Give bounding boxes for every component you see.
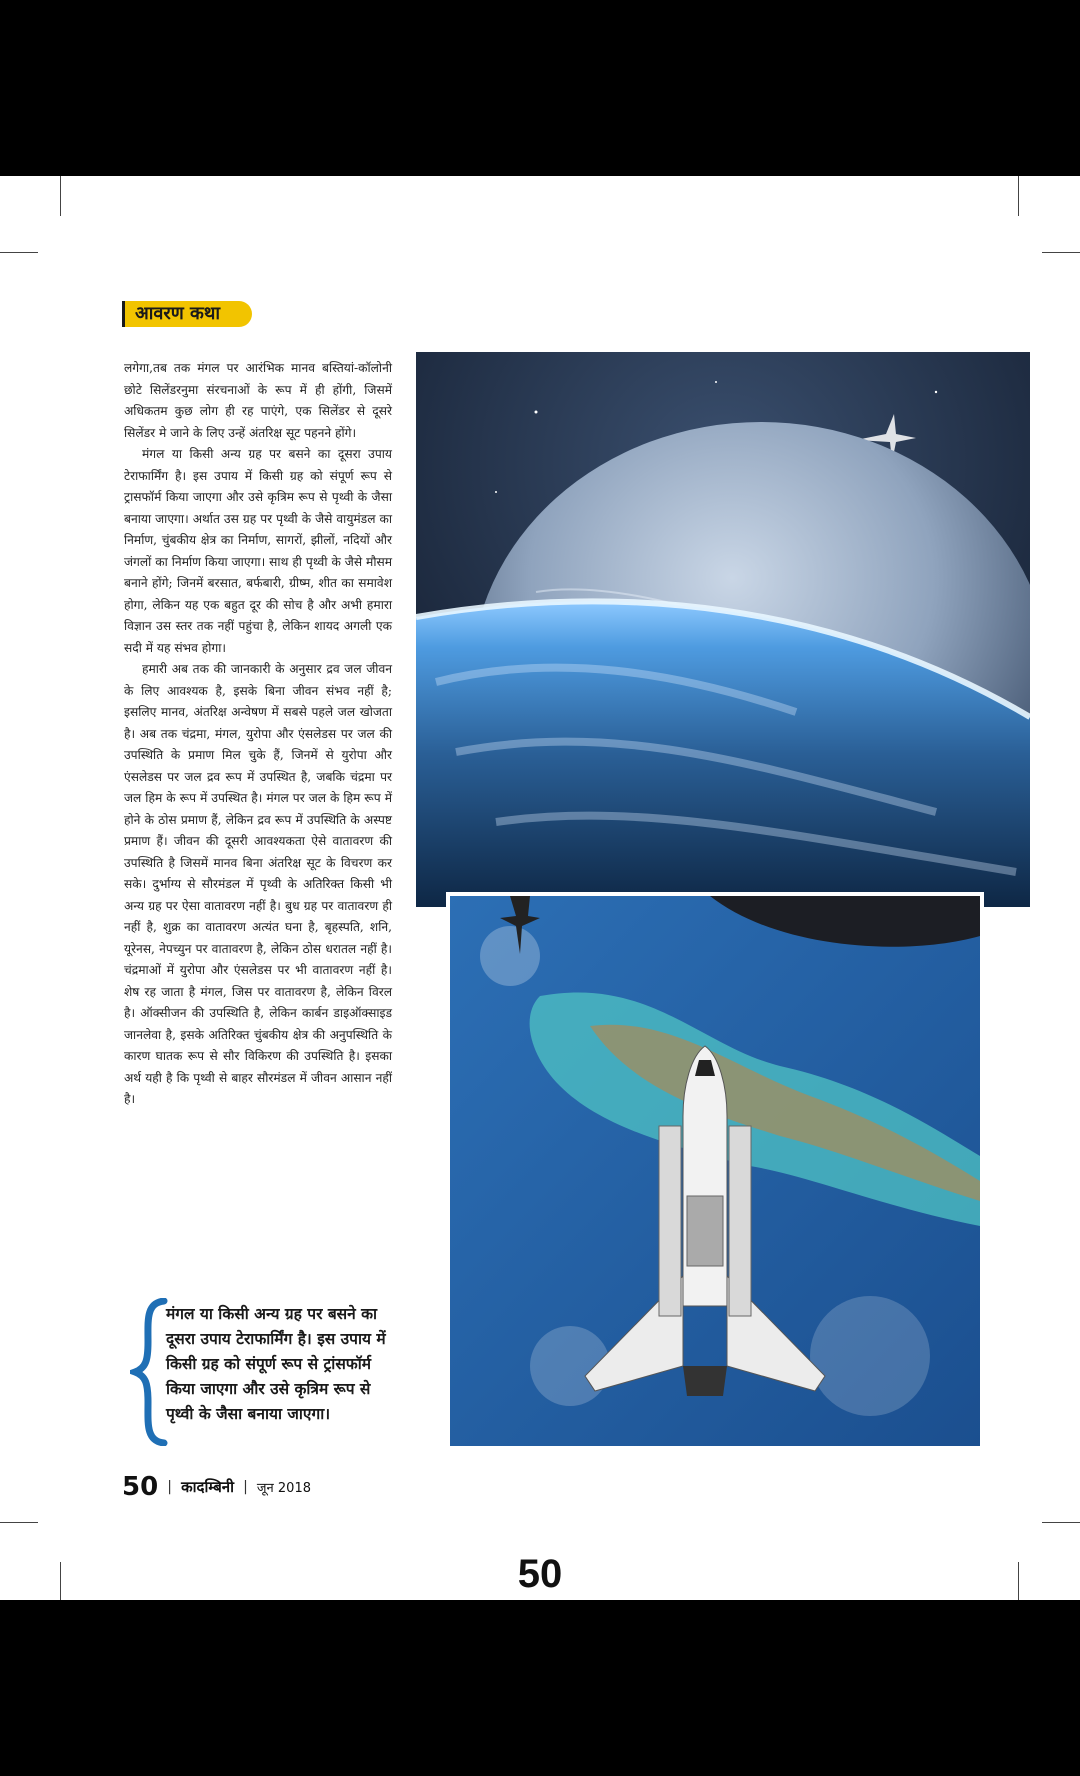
crop-mark xyxy=(1042,252,1080,253)
footer-page-number: 50 xyxy=(122,1472,159,1502)
issue-date: जून 2018 xyxy=(256,1481,311,1496)
curly-brace-icon xyxy=(130,1298,170,1446)
crop-mark xyxy=(60,176,61,216)
footer-separator: | xyxy=(243,1479,248,1495)
pull-quote-text: मंगल या किसी अन्य ग्रह पर बसने का दूसरा उपाय टेराफार्मिंग है। इस उपाय में किसी ग्रह को संपूर्ण रूप से ट्रांसफॉर्म किया जाएगा और उसे कृत्रिम रूप से पृथ्वी के जैसा बनाया जाएगा। xyxy=(166,1305,386,1423)
article-paragraph: मंगल या किसी अन्य ग्रह पर बसने का दूसरा उपाय टेराफार्मिंग है। इस उपाय में किसी ग्रह को संपूर्ण रूप से ट्रासफॉर्म किया जाएगा और उसे कृत्रिम रूप से पृथ्वी के जैसा बनाया जाएगा। अर्थात उस ग्रह पर पृथ्वी के जैसे वायुमंडल का निर्माण, चुंबकीय क्षेत्र का निर्माण, सागरों, झीलों, नदियों और जंगलों का निर्माण किया जाएगा। साथ ही पृथ्वी के जैसे मौसम बनाने होंगे; जिनमें बरसात, बर्फबारी, ग्रीष्म, शीत का समावेश होगा, लेकिन यह एक बहुत दूर की सोच है और अभी हमारा विज्ञान उस स्तर तक नहीं पहुंचा है, लेकिन शायद अगली एक सदी में यह संभव होगा। xyxy=(124,447,392,655)
article-column xyxy=(124,358,392,1111)
footer-separator: | xyxy=(167,1479,172,1495)
viewer-page-number: 50 xyxy=(517,1552,563,1596)
pull-quote xyxy=(130,1298,400,1448)
crop-mark xyxy=(0,1522,38,1523)
article-paragraph: हमारी अब तक की जानकारी के अनुसार द्रव जल जीवन के लिए आवश्यक है, इसके बिना जीवन संभव नहीं है; इसलिए मानव, अंतरिक्ष अन्वेषण में सबसे पहले जल खोजता है। अब तक चंद्रमा, मंगल, युरोपा और एंसलेडस पर जल की उपस्थिति के प्रमाण मिल चुके हैं, जिनमें से युरोपा और एंसलेडस पर जल द्रव रूप में उपस्थित है, जबकि चंद्रमा पर जल हिम के रूप में उपस्थित है। मंगल पर जल के हिम रूप में होने के ठोस प्रमाण हैं, लेकिन द्रव रूप में उपस्थिति के अस्पष्ट प्रमाण हैं। जीवन की दूसरी आवश्यकता ऐसे वातावरण की उपस्थिति है जिसमें मानव बिना अंतरिक्ष सूट के विचरण कर सके। दुर्भाग्य से सौरमंडल में पृथ्वी के अतिरिक्त किसी भी अन्य ग्रह पर ऐसा वातावरण नहीं है। बुध ग्रह पर वातावरण ही नहीं है, शुक्र का वातावरण अत्यंत घना है, बृहस्पति, शनि, यूरेनस, नेपच्युन पर वातावरण है, लेकिन ठोस धरातल नहीं है। चंद्रमाओं में युरोपा और एंसलेडस पर भी वातावरण नहीं है। शेष रह जाता है मंगल, जिस पर वातावरण है, लेकिन विरल है। ऑक्सीजन की उपस्थिति है, लेकिन कार्बन डाइऑक्साइड जानलेवा है, इसके अतिरिक्त चुंबकीय क्षेत्र की अनुपस्थिति के कारण घातक रूप से सौर विकिरण की उपस्थिति है। इसका अर्थ यही है कि पृथ्वी से बाहर सौरमंडल में जीवन आसान नहीं है। xyxy=(124,662,392,1106)
crop-mark xyxy=(1018,176,1019,216)
space-shuttle-photo xyxy=(446,892,984,1450)
magazine-page xyxy=(0,176,1080,1600)
planet-illustration xyxy=(416,352,1030,907)
article-paragraph: लगेगा,तब तक मंगल पर आरंभिक मानव बस्तियां-कॉलोनी छोटे सिलेंडरनुमा संरचनाओं के रूप में ही होंगी, जिसमें अधिकतम कुछ लोग ही रह पाएंगे, एक सिलेंडर से दूसरे सिलेंडर मे जाने के लिए उन्हें अंतरिक्ष सूट पहनने होंगे। xyxy=(124,361,392,440)
crop-mark xyxy=(1042,1522,1080,1523)
page-footer xyxy=(122,1472,311,1502)
crop-mark xyxy=(0,252,38,253)
section-tag: आवरण कथा xyxy=(122,301,252,327)
magazine-name: कादम्बिनी xyxy=(181,1478,234,1496)
